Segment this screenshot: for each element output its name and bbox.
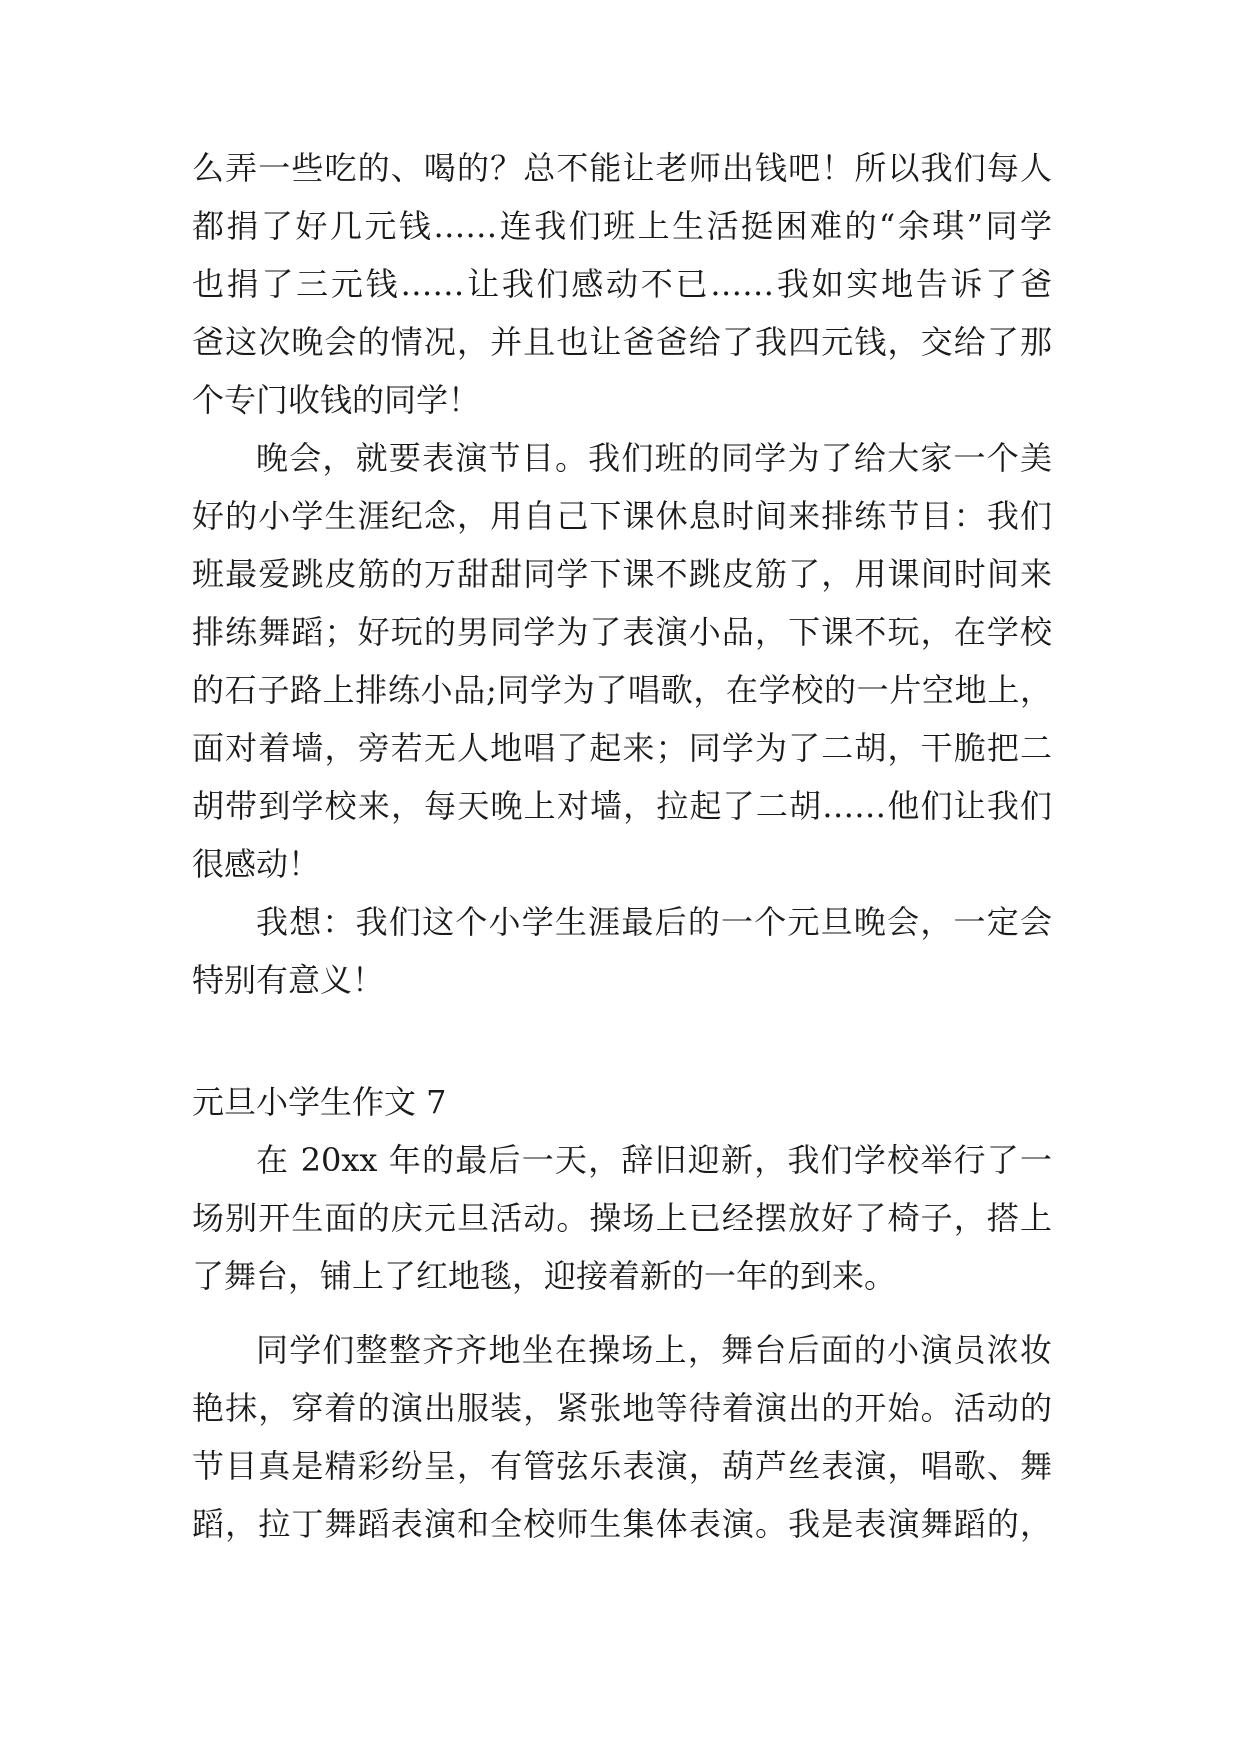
paragraph-line: 都捐了好几元钱……连我们班上生活挺困难的“余琪”同学 [192,207,1052,245]
paragraph-line: 好的小学生涯纪念，用自己下课休息时间来排练节目：我们 [192,497,1052,535]
paragraph-line: 班最爱跳皮筋的万甜甜同学下课不跳皮筋了，用课间时间来 [192,555,1052,593]
paragraph-line: 特别有意义！ [192,961,385,999]
paragraph-line: 同学们整整齐齐地坐在操场上，舞台后面的小演员浓妆 [256,1331,1052,1369]
paragraph-line: 蹈，拉丁舞蹈表演和全校师生集体表演。我是表演舞蹈的， [192,1505,1052,1543]
paragraph-line: 晚会，就要表演节目。我们班的同学为了给大家一个美 [256,439,1052,477]
paragraph-line: 个专门收钱的同学！ [192,381,481,419]
paragraph-line: 了舞台，铺上了红地毯，迎接着新的一年的到来。 [192,1257,897,1295]
paragraph-line: 么弄一些吃的、喝的？总不能让老师出钱吧！所以我们每人 [192,149,1052,187]
paragraph-line: 很感动！ [192,845,321,883]
paragraph-line: 节目真是精彩纷呈，有管弦乐表演，葫芦丝表演，唱歌、舞 [192,1447,1052,1485]
paragraph-line: 我想：我们这个小学生涯最后的一个元旦晚会，一定会 [256,903,1052,941]
paragraph-line: 艳抹，穿着的演出服装，紧张地等待着演出的开始。活动的 [192,1389,1052,1427]
paragraph-line: 排练舞蹈；好玩的男同学为了表演小品，下课不玩，在学校 [192,613,1052,651]
paragraph-line: 爸这次晚会的情况，并且也让爸爸给了我四元钱，交给了那 [192,323,1052,361]
paragraph-line: 在 20xx 年的最后一天，辞旧迎新，我们学校举行了一 [256,1141,1052,1179]
section-heading: 元旦小学生作文 7 [192,1083,447,1121]
paragraph-line: 面对着墙，旁若无人地唱了起来；同学为了二胡，干脆把二 [192,729,1052,767]
paragraph-line: 胡带到学校来，每天晚上对墙，拉起了二胡……他们让我们 [192,787,1052,825]
paragraph-line: 场别开生面的庆元旦活动。操场上已经摆放好了椅子，搭上 [192,1199,1052,1237]
paragraph-line: 也捐了三元钱……让我们感动不已……我如实地告诉了爸 [192,265,1052,303]
paragraph-line: 的石子路上排练小品;同学为了唱歌，在学校的一片空地上， [192,671,1052,709]
